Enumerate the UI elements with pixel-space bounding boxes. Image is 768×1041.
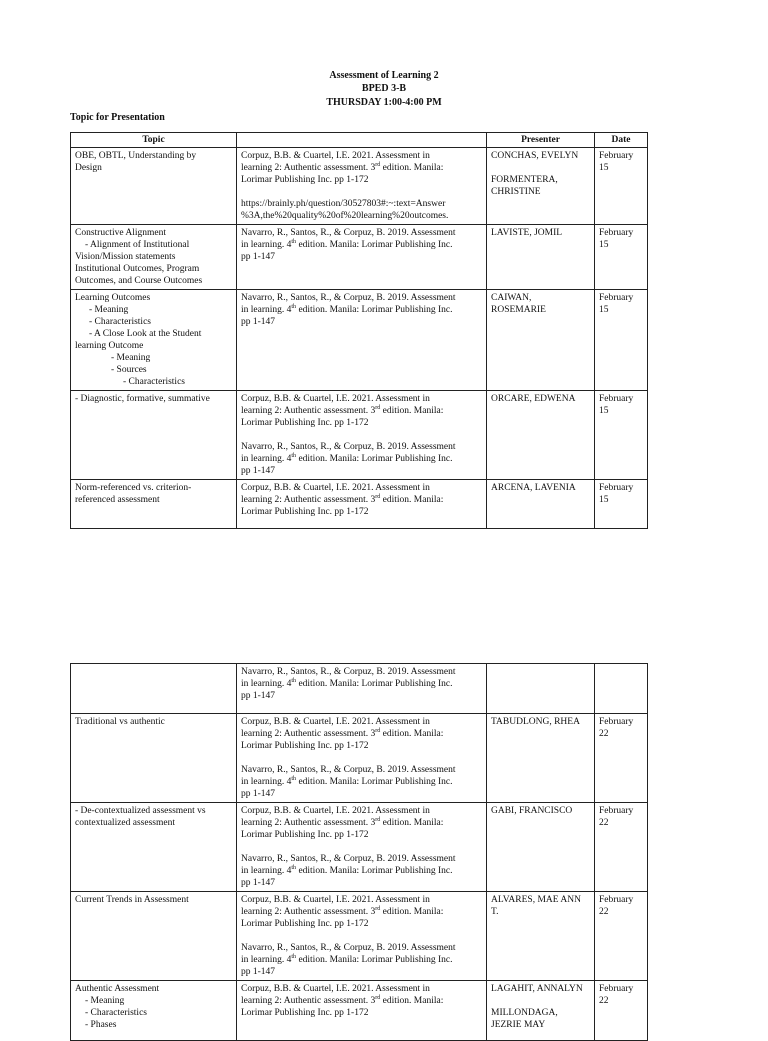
- date-cell: February 15: [595, 290, 648, 391]
- reference-cell: Corpuz, B.B. & Cuartel, I.E. 2021. Assessment in learning 2: Authentic assessment. 3rd edition. Manila: Lorimar Publishing Inc. pp 1-172 Navarro, R., Santos, R., & Corpuz, B. 2019. Assessment in learning. 4th edition. Manila: Lorimar Publishing Inc. pp 1-147: [237, 714, 487, 803]
- table-header-row: [71, 133, 648, 148]
- class-schedule: THURSDAY 1:00-4:00 PM: [326, 97, 442, 108]
- table-row: [71, 714, 648, 803]
- presenter-cell: TABUDLONG, RHEA: [487, 714, 595, 803]
- presenter-cell: GABI, FRANCISCO: [487, 803, 595, 892]
- reference-cell: Corpuz, B.B. & Cuartel, I.E. 2021. Assessment in learning 2: Authentic assessment. 3rd edition. Manila: Lorimar Publishing Inc. pp 1-172 https://brainly.ph/question/30527803#:~:text=Answer %3A,the%20quality%20of%20learning%20outcomes.: [237, 148, 487, 225]
- presenter-cell: LAVISTE, JOMIL: [487, 225, 595, 290]
- subtitle: Topic for Presentation: [70, 112, 165, 123]
- table-row: [71, 148, 648, 225]
- table-row: [71, 892, 648, 981]
- reference-cell: Corpuz, B.B. & Cuartel, I.E. 2021. Assessment in learning 2: Authentic assessment. 3rd edition. Manila: Lorimar Publishing Inc. pp 1-172 Navarro, R., Santos, R., & Corpuz, B. 2019. Assessment in learning. 4th edition. Manila: Lorimar Publishing Inc. pp 1-147: [237, 892, 487, 981]
- date-cell: February 15: [595, 391, 648, 480]
- topic-cell: Constructive Alignment - Alignment of Institutional Vision/Mission statements Institutional Outcomes, Program Outcomes, and Course Outcomes: [71, 225, 237, 290]
- reference-cell: Corpuz, B.B. & Cuartel, I.E. 2021. Assessment in learning 2: Authentic assessment. 3rd edition. Manila: Lorimar Publishing Inc. pp 1-172 Navarro, R., Santos, R., & Corpuz, B. 2019. Assessment in learning. 4th edition. Manila: Lorimar Publishing Inc. pp 1-147: [237, 391, 487, 480]
- date-cell: February 22: [595, 803, 648, 892]
- table-row: [71, 981, 648, 1041]
- reference-cell: Corpuz, B.B. & Cuartel, I.E. 2021. Assessment in learning 2: Authentic assessment. 3rd edition. Manila: Lorimar Publishing Inc. pp 1-172 Navarro, R., Santos, R., & Corpuz, B. 2019. Assessment in learning. 4th edition. Manila: Lorimar Publishing Inc. pp 1-147: [237, 803, 487, 892]
- topic-cell: Current Trends in Assessment: [71, 892, 237, 981]
- presenter-cell: ORCARE, EDWENA: [487, 391, 595, 480]
- presentation-table-page1: [70, 132, 648, 529]
- date-cell: February 22: [595, 981, 648, 1041]
- date-cell: February 15: [595, 225, 648, 290]
- table-row: [71, 803, 648, 892]
- col-reference: [237, 133, 487, 148]
- reference-cell: Corpuz, B.B. & Cuartel, I.E. 2021. Assessment in learning 2: Authentic assessment. 3rd edition. Manila: Lorimar Publishing Inc. pp 1-172: [237, 480, 487, 529]
- class-section: BPED 3-B: [361, 83, 407, 94]
- reference-cell: Corpuz, B.B. & Cuartel, I.E. 2021. Assessment in learning 2: Authentic assessment. 3rd edition. Manila: Lorimar Publishing Inc. pp 1-172: [237, 981, 487, 1041]
- date-cell: February 15: [595, 148, 648, 225]
- presenter-cell: ALVARES, MAE ANN T.: [487, 892, 595, 981]
- col-date: Date: [595, 133, 648, 148]
- presenter-cell: CONCHAS, EVELYN FORMENTERA, CHRISTINE: [487, 148, 595, 225]
- table-row: [71, 225, 648, 290]
- reference-cell: Navarro, R., Santos, R., & Corpuz, B. 2019. Assessment in learning. 4th edition. Manila: Lorimar Publishing Inc. pp 1-147: [237, 664, 487, 714]
- table-row: [71, 391, 648, 480]
- topic-cell: Authentic Assessment - Meaning - Characteristics - Phases: [71, 981, 237, 1041]
- presenter-cell: CAIWAN, ROSEMARIE: [487, 290, 595, 391]
- presentation-table-page2: [70, 663, 648, 1041]
- topic-cell: - Diagnostic, formative, summative: [71, 391, 237, 480]
- date-cell: February 22: [595, 714, 648, 803]
- topic-cell: Norm-referenced vs. criterion- referenced assessment: [71, 480, 237, 529]
- topic-cell: [71, 664, 237, 714]
- topic-cell: Traditional vs authentic: [71, 714, 237, 803]
- col-topic: Topic: [71, 133, 237, 148]
- topic-cell: OBE, OBTL, Understanding by Design: [71, 148, 237, 225]
- date-cell: [595, 664, 648, 714]
- date-cell: February 15: [595, 480, 648, 529]
- col-presenter: Presenter: [487, 133, 595, 148]
- topic-cell: - De-contextualized assessment vs contextualized assessment: [71, 803, 237, 892]
- date-cell: February 22: [595, 892, 648, 981]
- doc-title: Assessment of Learning 2: [329, 70, 439, 81]
- reference-cell: Navarro, R., Santos, R., & Corpuz, B. 2019. Assessment in learning. 4th edition. Manila: Lorimar Publishing Inc. pp 1-147: [237, 290, 487, 391]
- reference-cell: Navarro, R., Santos, R., & Corpuz, B. 2019. Assessment in learning. 4th edition. Manila: Lorimar Publishing Inc. pp 1-147: [237, 225, 487, 290]
- presenter-cell: [487, 664, 595, 714]
- presenter-cell: ARCENA, LAVENIA: [487, 480, 595, 529]
- table-row: [71, 480, 648, 529]
- table-row: [71, 290, 648, 391]
- table-row: [71, 664, 648, 714]
- presenter-cell: LAGAHIT, ANNALYN MILLONDAGA, JEZRIE MAY: [487, 981, 595, 1041]
- topic-cell: Learning Outcomes - Meaning - Characteristics - A Close Look at the Student learning Outcome - Meaning - Sources - Characteristics: [71, 290, 237, 391]
